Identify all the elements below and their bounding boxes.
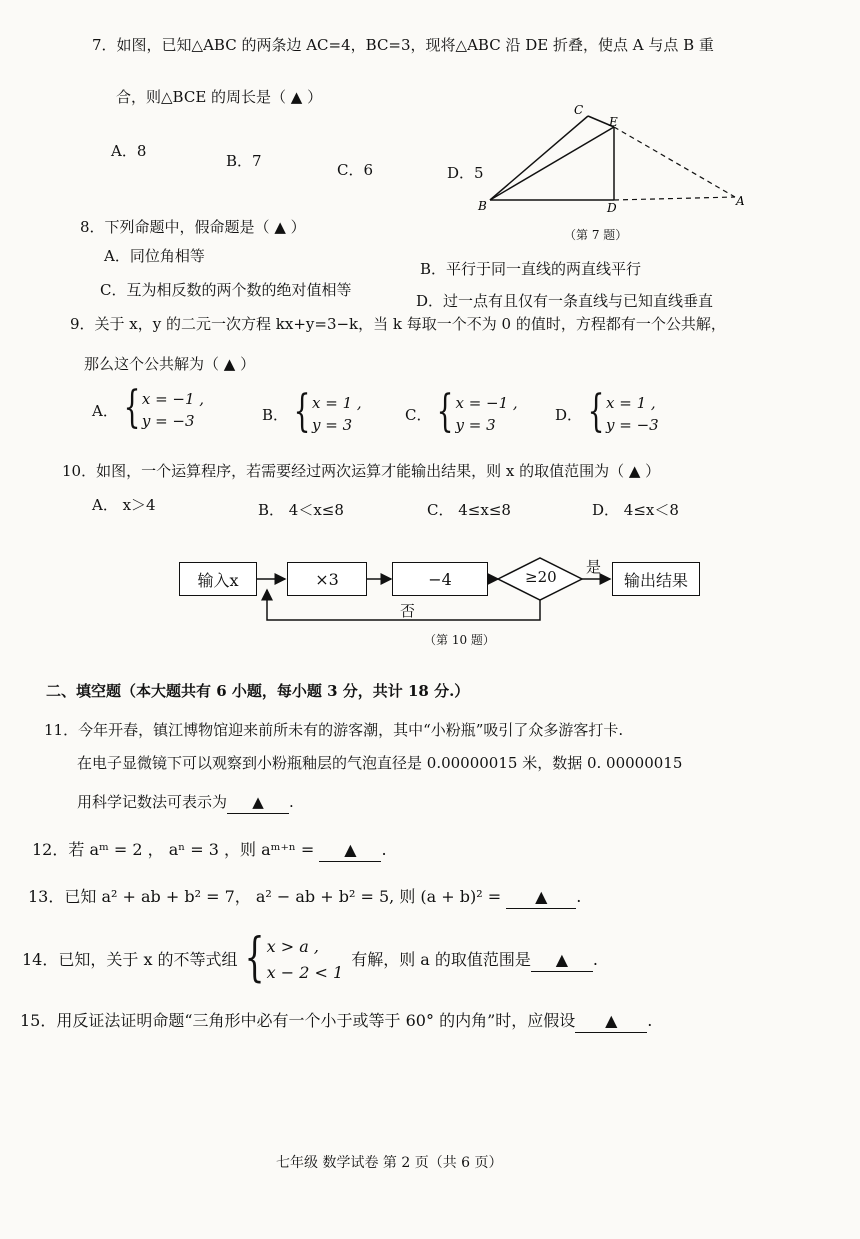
page-footer: 七年级 数学试卷 第 2 页（共 6 页） [276, 1155, 503, 1171]
q9-option-a: A． { x = −1 , y = −3 [92, 382, 205, 433]
flow-output-box: 输出结果 [612, 562, 700, 596]
label-e: E [609, 115, 618, 129]
q9-line1: 9．关于 x，y 的二元一次方程 kx+y=3−k，当 k 每取一个不为 0 的值时，方程都有一个公共解， [70, 315, 726, 333]
q9-b-eq1: x = 1 , [312, 394, 362, 412]
q9-option-c-label: C． [405, 405, 432, 424]
q11-line3-text: 用科学记数法可表示为 [77, 793, 228, 811]
q10-option-b: B． 4＜x≤8 [258, 501, 344, 519]
flow-condition: ≥20 [525, 568, 557, 586]
label-c: C [574, 103, 584, 117]
flow-yes-label: 是 [586, 558, 602, 576]
q12-blank: ▲ [319, 839, 381, 862]
q9-b-eq2: y = 3 [312, 416, 353, 434]
q15 [20, 1010, 652, 1033]
q12-text: 12．若 aᵐ = 2 ， aⁿ = 3 ，则 aᵐ⁺ⁿ = [32, 840, 315, 859]
q14-eq1: x > a , [266, 937, 319, 956]
q14-end: . [592, 950, 599, 969]
label-d: D [607, 201, 617, 215]
q9-a-eq2: y = −3 [141, 412, 195, 430]
q9-option-c: C． { x = −1 , y = 3 [405, 386, 518, 437]
q9-d-eq2: y = −3 [606, 416, 659, 434]
flow-no-label: 否 [400, 602, 416, 620]
q13 [28, 886, 581, 909]
q7-line2: 合，则△BCE 的周长是（ ▲ ） [116, 88, 323, 106]
q10-stem: 10．如图，一个运算程序，若需要经过两次运算才能输出结果，则 x 的取值范围为（ ▲ ） [62, 462, 661, 480]
q13-text: 13．已知 a² + ab + b² = 7， a² − ab + b² = 5, 则 (a + b)² = [28, 887, 502, 906]
flow-input-box: 输入x [179, 562, 257, 596]
q10-option-a: A． x＞4 [92, 496, 156, 514]
q14-eq2: x − 2 < 1 [266, 963, 344, 982]
q14: 14．已知，关于 x 的不等式组 { x > a , x − 2 < 1 有解，则 a 的取值范围是 ▲ . [22, 928, 599, 988]
q10-caption: （第 10 题） [424, 633, 495, 647]
q13-end: . [576, 887, 582, 906]
q9-line2: 那么这个公共解为（ ▲ ） [84, 355, 256, 373]
q8-option-a: A．同位角相等 [104, 247, 205, 265]
q8-stem: 8．下列命题中，假命题是（ ▲ ） [80, 218, 306, 236]
q9-option-d-label: D． [555, 405, 583, 424]
label-a: A [736, 194, 745, 208]
section-2-title: 二、填空题（本大题共有 6 小题，每小题 3 分，共计 18 分.） [46, 682, 470, 700]
q9-option-a-label: A． [92, 401, 118, 420]
q9-a-eq1: x = −1 , [141, 390, 205, 408]
flow-multiply-box: ×3 [287, 562, 367, 596]
q7-option-c: C．6 [337, 161, 374, 179]
q13-blank: ▲ [506, 886, 576, 909]
flow-subtract-box: −4 [392, 562, 488, 596]
q14-blank: ▲ [531, 949, 593, 972]
q7-option-b: B．7 [226, 152, 262, 170]
q7-option-d: D．5 [447, 164, 484, 182]
q11-end: . [289, 793, 294, 811]
q12-end: . [381, 840, 387, 859]
q9-option-b: B． { x = 1 , y = 3 [262, 386, 362, 437]
q8-option-b: B．平行于同一直线的两直线平行 [420, 260, 642, 278]
q7-caption: （第 7 题） [564, 228, 628, 242]
q8-option-d: D．过一点有且仅有一条直线与已知直线垂直 [416, 292, 714, 310]
q11-line2: 在电子显微镜下可以观察到小粉瓶釉层的气泡直径是 0.00000015 米，数据 0. 00000015 [77, 754, 683, 772]
q15-text: 15．用反证法证明命题“三角形中必有一个小于或等于 60° 的内角”时，应假设 [20, 1011, 576, 1030]
q7-option-a: A．8 [111, 142, 147, 160]
q9-c-eq2: y = 3 [455, 416, 496, 434]
q10-option-c: C． 4≤x≤8 [427, 501, 511, 519]
q9-option-d: D． { x = 1 , y = −3 [555, 386, 659, 437]
q15-end: . [647, 1011, 653, 1030]
q11-line3 [77, 791, 294, 814]
q14-pre: 14．已知，关于 x 的不等式组 [22, 950, 238, 969]
q11-line1: 11．今年开春，镇江博物馆迎来前所未有的游客潮，其中“小粉瓶”吸引了众多游客打卡. [44, 721, 624, 739]
label-b: B [478, 199, 487, 213]
q9-option-b-label: B． [262, 405, 289, 424]
q15-blank: ▲ [575, 1010, 647, 1033]
q10-option-d: D． 4≤x＜8 [592, 501, 679, 519]
q7-line1: 7．如图，已知△ABC 的两条边 AC=4，BC=3，现将△ABC 沿 DE 折叠，使点 A 与点 B 重 [92, 36, 714, 54]
q11-blank: ▲ [227, 791, 289, 814]
q9-c-eq1: x = −1 , [455, 394, 518, 412]
q14-post: 有解，则 a 的取值范围是 [351, 950, 531, 969]
q8-option-c: C．互为相反数的两个数的绝对值相等 [100, 281, 352, 299]
q12 [32, 839, 387, 862]
q9-d-eq1: x = 1 , [606, 394, 656, 412]
